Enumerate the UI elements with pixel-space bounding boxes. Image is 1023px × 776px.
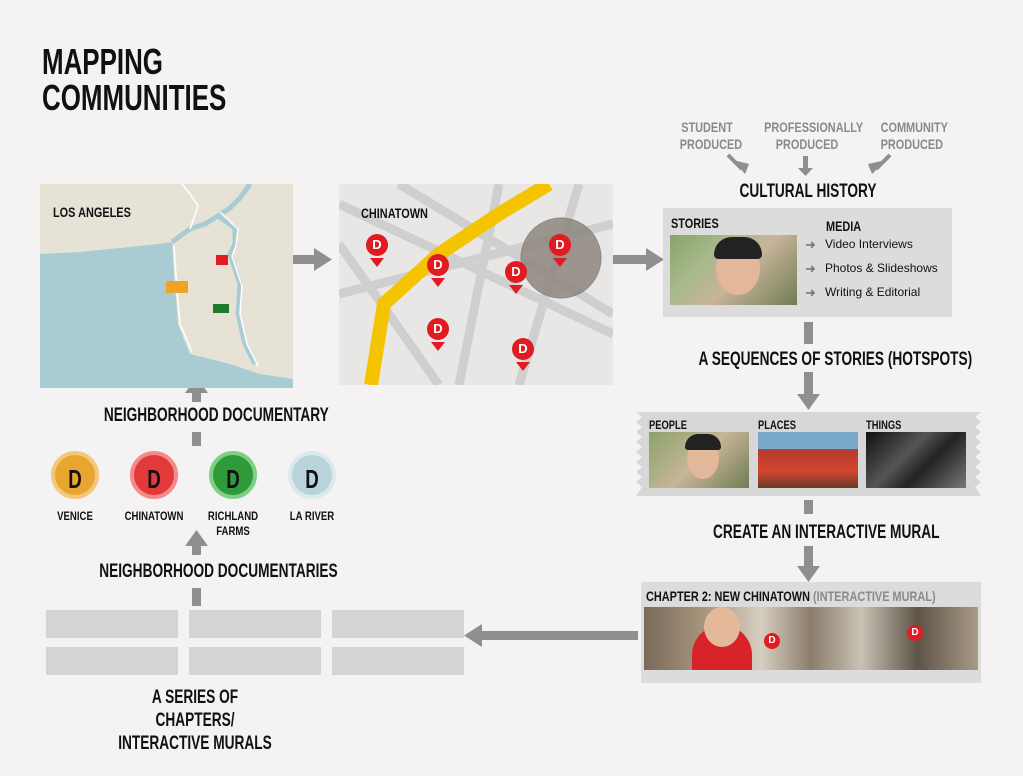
map-pin[interactable]	[512, 338, 534, 371]
pin-letter: D	[512, 338, 534, 360]
arrow-stub-neighborhood	[192, 432, 201, 446]
arrow-shaft-documentary	[192, 392, 201, 402]
places-label: PLACES	[758, 418, 796, 432]
venice-label: VENICE	[57, 509, 93, 523]
arrow-shaft-docs	[192, 545, 201, 555]
arrow-right-icon: ➜	[805, 285, 816, 300]
arrow-stub-series	[192, 588, 201, 606]
badge-letter: D	[226, 464, 240, 494]
create-mural-heading: CREATE AN INTERACTIVE MURAL	[712, 522, 940, 543]
la-map-label: LOS ANGELES	[53, 204, 131, 220]
things-label: THINGS	[866, 418, 902, 432]
los-angeles-map	[40, 184, 293, 388]
venice-marker	[166, 281, 188, 293]
chapter-subtitle: (INTERACTIVE MURAL)	[813, 588, 936, 604]
chapter-placeholder	[46, 610, 178, 638]
arrow-head-mural	[797, 566, 820, 582]
chinatown-marker	[216, 255, 228, 265]
people-label: PEOPLE	[649, 418, 687, 432]
neighborhood-documentary-heading: NEIGHBORHOOD DOCUMENTARY	[103, 405, 329, 426]
media-item-label: Photos & Slideshows	[825, 261, 938, 275]
arrow-shaft-sequences	[804, 372, 813, 396]
richland-farms-badge[interactable]	[209, 451, 257, 499]
arrow-right-icon: ➜	[805, 261, 816, 276]
neighborhood-documentaries-heading: NEIGHBORHOOD DOCUMENTARIES	[99, 561, 338, 582]
title-line-1: MAPPING	[42, 41, 163, 82]
badge-letter: D	[305, 464, 319, 494]
community-produced-label: COMMUNITY PRODUCED	[880, 119, 948, 152]
pin-tip	[370, 258, 384, 267]
film-strip	[636, 412, 981, 496]
sequences-heading: A SEQUENCES OF STORIES (HOTSPOTS)	[698, 349, 973, 370]
chapter-title-text: CHAPTER 2: NEW CHINATOWN	[646, 588, 811, 604]
interactive-mural-image[interactable]	[644, 607, 978, 670]
chinatown-map	[339, 184, 613, 385]
pin-tip	[509, 285, 523, 294]
people-photo	[649, 432, 749, 488]
arrow-head-chinatown-stories	[646, 248, 664, 271]
venice-badge[interactable]	[51, 451, 99, 499]
chinatown-badge[interactable]	[130, 451, 178, 499]
pin-tip	[553, 258, 567, 267]
arrow-head-la-chinatown	[314, 248, 332, 271]
pin-letter: D	[549, 234, 571, 256]
media-item-label: Video Interviews	[825, 237, 913, 251]
places-photo	[758, 432, 858, 488]
chapter-placeholder	[189, 610, 321, 638]
arrow-shaft-series	[482, 631, 638, 640]
map-pin[interactable]	[505, 261, 527, 294]
pin-letter: D	[427, 318, 449, 340]
arrow-stub-stories	[804, 322, 813, 344]
things-photo	[866, 432, 966, 488]
arrow-head-series	[464, 624, 482, 647]
stories-panel	[663, 208, 952, 317]
arrow-head-sequences	[797, 394, 820, 410]
badge-letter: D	[147, 464, 161, 494]
story-portrait-photo	[670, 235, 797, 305]
arrow-shaft-mural	[804, 546, 813, 568]
map-pin-highlighted[interactable]	[549, 234, 571, 267]
chapter-title	[646, 588, 936, 604]
pin-tip	[431, 342, 445, 351]
pin-letter: D	[366, 234, 388, 256]
pin-letter: D	[427, 254, 449, 276]
mural-pin[interactable]: D	[907, 625, 923, 641]
map-pin[interactable]	[427, 318, 449, 351]
professionally-produced-label: PROFESSIONALLY PRODUCED	[764, 119, 864, 152]
arrow-right-icon: ➜	[805, 237, 816, 252]
chapter-placeholder	[332, 610, 464, 638]
chapter-placeholder	[46, 647, 178, 675]
la-river-label: LA RIVER	[289, 509, 335, 523]
cultural-history-heading: CULTURAL HISTORY	[739, 181, 877, 202]
media-label: MEDIA	[826, 218, 862, 234]
series-heading: A SERIES OF CHAPTERS/ INTERACTIVE MURALS	[118, 687, 272, 754]
media-item-label: Writing & Editorial	[825, 285, 921, 299]
chapter-panel	[641, 582, 981, 683]
pin-letter: D	[505, 261, 527, 283]
title-line-2: COMMUNITIES	[42, 77, 227, 118]
chinatown-label: CHINATOWN	[124, 509, 184, 523]
arrow-stub-film	[804, 500, 813, 514]
badge-letter: D	[68, 464, 82, 494]
map-pin[interactable]	[427, 254, 449, 287]
chapter-placeholder	[332, 647, 464, 675]
arrow-professional-shaft	[803, 156, 808, 170]
la-river-badge[interactable]	[288, 451, 336, 499]
pin-tip	[516, 362, 530, 371]
student-produced-label: STUDENT PRODUCED	[679, 119, 743, 152]
arrow-professional-head	[798, 168, 813, 176]
mural-pin[interactable]: D	[764, 633, 780, 649]
richland-farms-marker	[213, 304, 229, 313]
pin-tip	[431, 278, 445, 287]
richland-farms-label: RICHLAND FARMS	[207, 509, 259, 538]
chinatown-map-label: CHINATOWN	[361, 205, 428, 221]
stories-label: STORIES	[671, 215, 719, 231]
chapter-placeholder	[189, 647, 321, 675]
map-pin[interactable]	[366, 234, 388, 267]
